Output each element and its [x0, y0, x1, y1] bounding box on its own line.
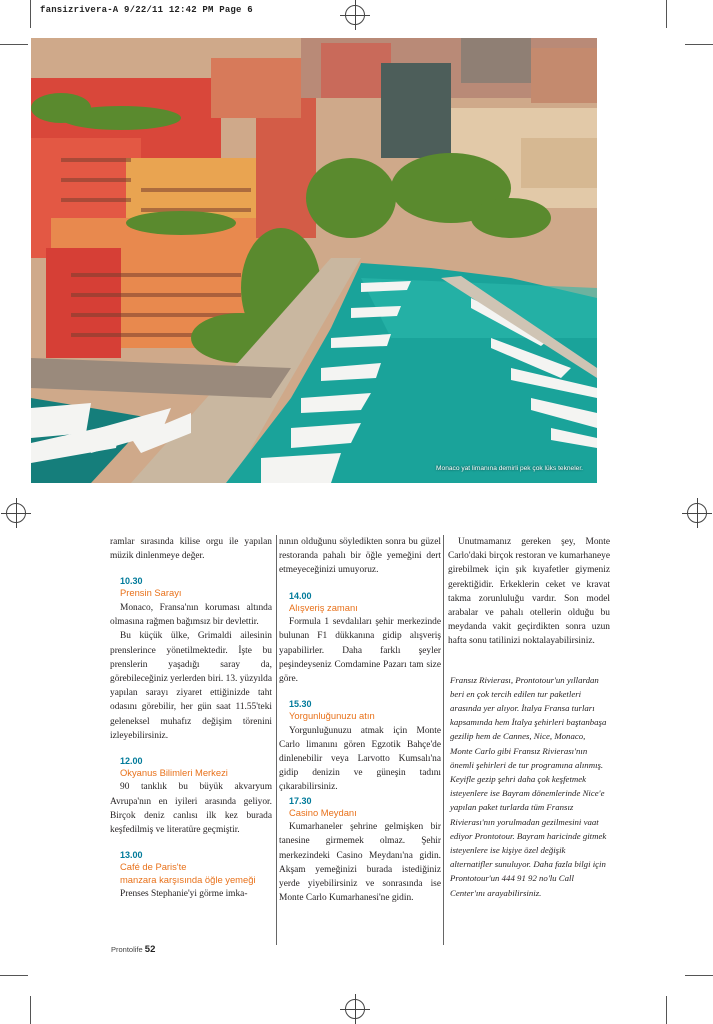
paragraph: Yorgunluğunuzu atmak için Monte Carlo limanını gören Egzotik Bahçe'de dinlenebilir veya Larvotto Kumsalı'na gidip denizin ve güneşin tadını çıkarabilirsiniz. [279, 725, 441, 793]
footer-brand: Prontolife [111, 945, 143, 954]
print-slug: fansizrivera-A 9/22/11 12:42 PM Page 6 [40, 5, 253, 15]
column-divider [276, 535, 277, 945]
crop-mark [685, 975, 713, 976]
registration-mark-icon [345, 999, 365, 1019]
paragraph: Prenses Stephanie'yi görme imka- [120, 889, 248, 900]
harbor-photo [31, 38, 597, 483]
page-number: 52 [144, 944, 156, 955]
section-time: 10.30 [120, 576, 143, 587]
section-title: Café de Paris'te [120, 861, 187, 873]
crop-mark [0, 44, 28, 45]
section-time: 13.00 [120, 850, 143, 861]
crop-mark [0, 975, 28, 976]
section-title: Casino Meydanı [289, 806, 357, 818]
crop-mark [30, 996, 31, 1024]
text-column-3 [448, 535, 610, 900]
column-divider [443, 535, 444, 945]
paragraph: Unutmamanız gereken şey, Monte Carlo'daki birçok restoran ve kumarhaneye girebilmek için şık kıyafetler giymeniz gerektiğidir. Erkeklerin ceket ve kravat takma zorunluluğu vardır. Son model arabalar ve pahalı otellerin olduğu bu meydanda vakit geçirdikten sonra uzun hafta sonu tatilinizi noktalayabilirsiniz. [448, 537, 610, 647]
registration-mark-icon [345, 5, 365, 25]
section-title: Okyanus Bilimleri Merkezi [120, 766, 228, 778]
text-column-2 [279, 535, 441, 905]
section-time: 14.00 [289, 590, 312, 601]
page-footer [111, 944, 155, 955]
section-title: Alışveriş zamanı [289, 601, 358, 613]
crop-mark [30, 0, 31, 28]
paragraph: Formula 1 sevdalıları şehir merkezinde bulunan F1 dükkanına gidip alışveriş yapabilirler. Daha farklı şeyler peşindeyseniz Comdamine Pazarı tam size göre. [279, 617, 441, 684]
section-title: Yorgunluğunuzu atın [289, 710, 375, 722]
section-title: Prensin Sarayı [120, 587, 182, 599]
section-time: 17.30 [289, 795, 312, 806]
photo-caption: Monaco yat limanına demirli pek çok lüks tekneler. [436, 465, 583, 472]
monaco-harbor-illustration [31, 38, 597, 483]
registration-mark-icon [687, 503, 707, 523]
section-time: 15.30 [289, 699, 312, 710]
registration-mark-icon [6, 503, 26, 523]
text-column-1 [110, 535, 272, 901]
paragraph: ramlar sırasında kilise orgu ile yapılan müzik dinlenmeye değer. [110, 537, 272, 562]
paragraph: Kumarhaneler şehrine gelmişken bir tanesine girmemek olmaz. Şehir merkezindeki Casino Meydanı'na gidin. Akşam yemeğinizi burada istediğiniz yerde yiyebilirsiniz ve sonrasında ise Monte Carlo Kumarhanesi'ne gidin. [279, 822, 441, 904]
crop-mark [666, 0, 667, 28]
section-time: 12.00 [120, 755, 143, 766]
paragraph: 90 tanklık bu büyük akvaryum Avrupa'nın en iyileri arasında geliyor. Birçok deniz canlısı ilk kez burada keşfedilmiş ve literatüre geçmiştir. [110, 782, 272, 836]
section-title: manzara karşısında öğle yemeği [120, 873, 256, 885]
paragraph: nının olduğunu söyledikten sonra bu güzel restoranda pahalı bir öğle yemeğini dert etmeyeceğinizi umuyoruz. [279, 537, 441, 576]
crop-mark [666, 996, 667, 1024]
crop-mark [685, 44, 713, 45]
paragraph: Monaco, Fransa'nın koruması altında olmasına rağmen bağımsız bir devlettir. [110, 602, 272, 628]
tour-note: Fransız Rivierası, Prontotour'un yıllardan beri en çok tercih edilen tur paketleri arasında yer alıyor. İtalya Fransa turları kapsamında hem İtalya şehirleri baştanbaşa gezilip hem de Cannes, Nice, Monaco, Monte Carlo gibi Fransız Rivierası'nın önemli şehirleri de tur programına alınmış. Keyifle gezip şehri daha çok keşfetmek isteyenlere ise Bayram dönemlerinde Nice'e yapılan paket turlarda tüm Fransız Rivierası'nın yorulmadan gezilmesini vaat ediyor Prontotour. Bayram haricinde gitmek isteyenlere ise kişiye özel değişik alternatifler sunuluyor. Daha fazla bilgi için Prontotour'un 444 91 92 no'lu Call Center'ını arayabilirsiniz. [450, 674, 607, 898]
paragraph: Bu küçük ülke, Grimaldi ailesinin prenslerince yönetilmektedir. İşte bu prenslerin yaşadığı saray da, görebileceğiniz yerlerden biri. 13. yüzyılda yapılan sarayı ziyaret ettiğinizde taht odasını görebilir, her gün saat 11.55'teki geleneksel muhafız değişim törenini izleyebilirsiniz. [110, 631, 272, 741]
